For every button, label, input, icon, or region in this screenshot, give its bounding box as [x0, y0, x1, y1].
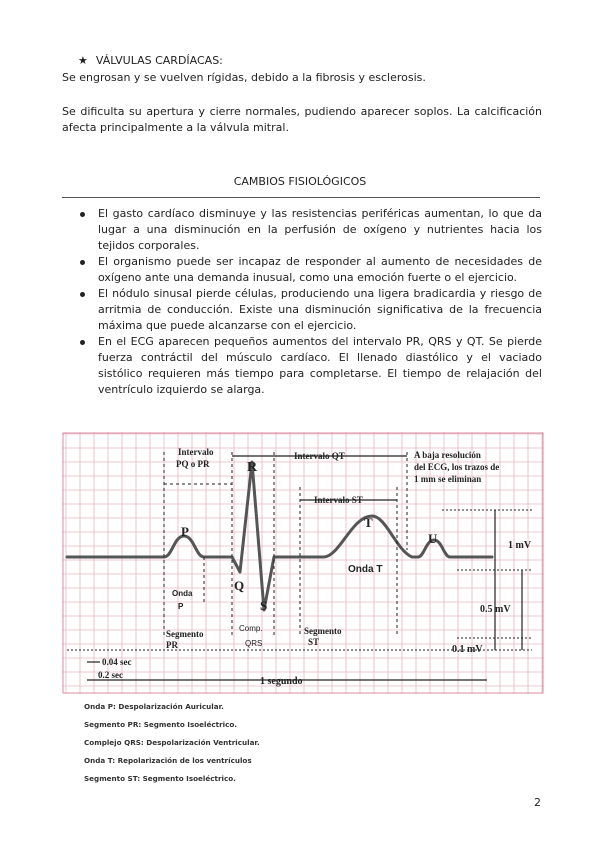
sec-02-label: 0.2 sec — [98, 670, 123, 680]
bullet-icon — [80, 260, 85, 265]
paragraph-2: Se dificulta su apertura y cierre normales, pudiendo aparecer soplos. La calcificación afecta principalmente a la válvula mitral. — [62, 105, 542, 134]
wave-r-label: R — [247, 460, 258, 475]
ecg-legend — [84, 698, 260, 788]
section-heading — [78, 54, 223, 67]
legend-item: Segmento PR: Segmento Isoeléctrico. — [84, 720, 238, 729]
wave-q-label: Q — [234, 578, 245, 593]
label-note-1: A baja resolución — [414, 450, 481, 460]
ecg-markers — [164, 452, 407, 637]
segment-pr-label: Segmento — [166, 629, 204, 639]
label-note-3: 1 mm se eliminan — [414, 474, 482, 484]
bullet-list — [62, 206, 542, 398]
legend-item: Onda T: Repolarización de los ventrículos — [84, 756, 252, 765]
mv-1-label: 1 mV — [508, 540, 532, 551]
segment-st-label: Segmento — [304, 626, 342, 636]
legend-item: Segmento ST: Segmento Isoeléctrico. — [84, 774, 236, 783]
comp-qrs-label: Comp. — [239, 624, 263, 633]
segment-st-label-2: ST — [308, 637, 320, 647]
one-second-label: 1 segundo — [260, 676, 303, 687]
list-item: El gasto cardíaco disminuye y las resistencias periféricas aumentan, lo que da lugar a una disminución en la perfusión de oxígeno y nutrientes hacia los tejidos corporales. — [62, 206, 542, 254]
bullet-icon — [80, 212, 85, 217]
list-item: El organismo puede ser incapaz de responder al aumento de necesidades de oxígeno ante una demanda inusual, como una emoción fuerte o el ejercicio. — [62, 254, 542, 286]
wave-p-label: P — [181, 524, 189, 539]
wave-u-label: U — [428, 531, 438, 546]
section-title: CAMBIOS FISIOLÓGICOS — [233, 175, 367, 188]
onda-t-label: Onda T — [348, 564, 383, 575]
label-interval-qt: Intervalo QT — [294, 451, 345, 461]
label-interval-st: Intervalo ST — [314, 495, 363, 505]
wave-t-label: T — [364, 515, 373, 530]
segment-pr-label-2: PR — [166, 640, 178, 650]
paragraph-1: Se engrosan y se vuelven rígidas, debido a la fibrosis y esclerosis. — [62, 71, 426, 84]
label-interval-pr: Intervalo — [178, 447, 214, 457]
label-interval-pr-2: PQ o PR — [176, 459, 210, 469]
bullet-icon — [80, 292, 85, 297]
onda-p-label-2: P — [178, 602, 184, 611]
wave-s-label: S — [260, 598, 268, 613]
page-number: 2 — [534, 796, 541, 809]
mv-05-label: 0.5 mV — [480, 604, 511, 615]
mv-01-label: 0.1 mV — [452, 644, 483, 655]
list-item: En el ECG aparecen pequeños aumentos del intervalo PR, QRS y QT. Se pierde fuerza contráctil del músculo cardíaco. El llenado diastólico y el vaciado sistólico requieren más tiempo para completarse. El tiempo de relajación del ventrículo izquierdo se alarga. — [62, 334, 542, 398]
ecg-svg — [62, 432, 544, 694]
onda-p-label: Onda — [172, 589, 193, 598]
legend-item: Complejo QRS: Despolarización Ventricular. — [84, 738, 260, 747]
horizontal-rule — [62, 197, 540, 198]
star-icon: ★ — [78, 54, 88, 67]
label-note-2: del ECG, los trazos de — [414, 462, 500, 472]
legend-item: Onda P: Despolarización Auricular. — [84, 702, 224, 711]
heading-title: VÁLVULAS CARDÍACAS: — [95, 54, 223, 67]
ecg-labels — [98, 447, 532, 687]
list-item: El nódulo sinusal pierde células, produciendo una ligera bradicardia y riesgo de arritmia de conducción. Existe una disminución significativa de la frecuencia máxima que puede alcanzarse con el ejercicio. — [62, 286, 542, 334]
bullet-icon — [80, 340, 85, 345]
comp-qrs-label-2: QRS — [245, 639, 263, 648]
sec-004-label: 0.04 sec — [102, 657, 132, 667]
